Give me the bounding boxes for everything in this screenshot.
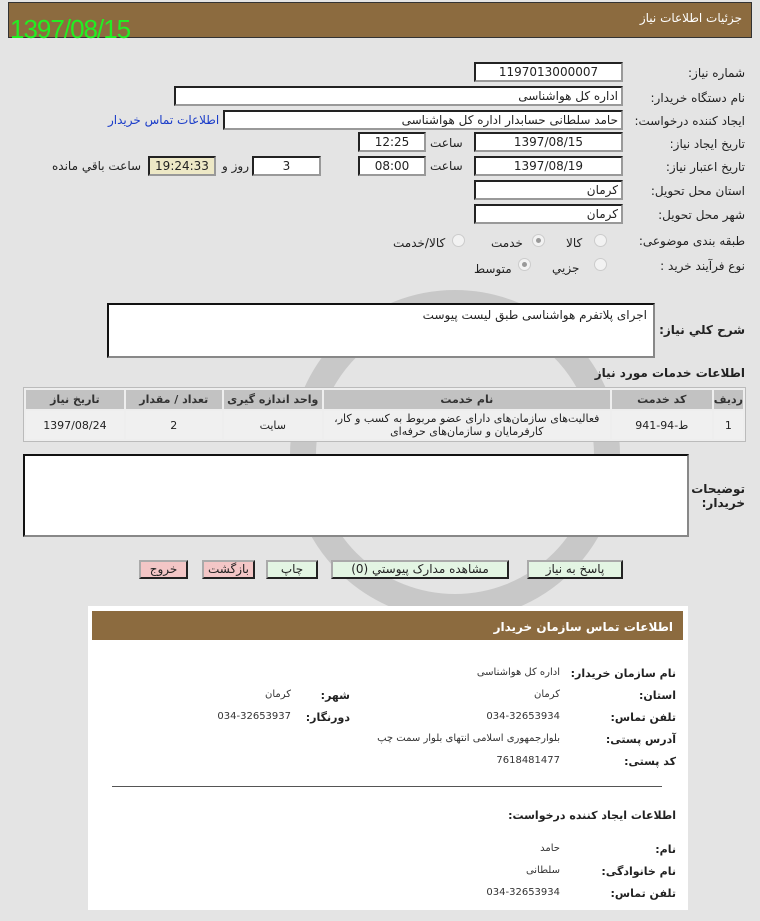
contact-fax-value: 034-32653937 <box>217 711 291 722</box>
contact-fax-label: دورنگار: <box>305 711 350 724</box>
cell-code: ط-94-941 <box>612 411 712 439</box>
contact-org-label: نام سازمان خریدار: <box>570 667 676 680</box>
col-unit: واحد اندازه گیری <box>224 390 322 409</box>
created-date-field[interactable]: 1397/08/15 <box>474 132 623 152</box>
reply-button[interactable]: پاسخ به نیاز <box>527 560 623 579</box>
process-option-medium: متوسط <box>474 262 512 276</box>
buyer-org-label: نام دستگاه خریدار: <box>650 91 745 105</box>
creator-label: ایجاد کننده درخواست: <box>634 114 745 128</box>
category-option-both: کالا/خدمت <box>393 236 446 250</box>
contact-divider <box>112 786 662 787</box>
buyer-contact-link[interactable]: اطلاعات تماس خریدار <box>108 113 220 127</box>
cell-unit: سایت <box>224 411 322 439</box>
category-radio-service[interactable] <box>532 234 545 247</box>
buyer-org-field[interactable]: اداره کل هواشناسی <box>174 86 623 106</box>
process-option-partial: جزیي <box>552 261 580 275</box>
creator-family-value: سلطانی <box>525 865 560 876</box>
date-stamp: 1397/08/15 <box>10 14 131 44</box>
province-label: استان محل تحویل: <box>650 184 745 198</box>
contact-postal-value: 7618481477 <box>496 755 560 766</box>
page-title: جزئیات اطلاعات نیاز <box>639 11 742 25</box>
remaining-label: ساعت باقي مانده <box>52 159 142 173</box>
exit-button[interactable]: خروج <box>139 560 188 579</box>
city-label: شهر محل تحویل: <box>658 208 745 222</box>
notes-label: توضیحات خریدار: <box>691 482 745 510</box>
description-textarea[interactable]: اجرای پلاتفرم هواشناسی طبق لیست پیوست <box>107 303 655 358</box>
col-date: تاریخ نیاز <box>26 390 124 409</box>
cell-date: 1397/08/24 <box>26 411 124 439</box>
contact-phone-value: 034-32653934 <box>486 711 560 722</box>
creator-name-label: نام: <box>655 843 676 856</box>
process-radio-partial[interactable] <box>594 258 607 271</box>
col-qty: تعداد / مقدار <box>126 390 222 409</box>
category-label: طبقه بندی موضوعی: <box>638 234 745 248</box>
contact-province-value: کرمان <box>533 689 560 700</box>
category-option-service: خدمت <box>491 236 523 250</box>
contact-province-label: استان: <box>639 689 676 702</box>
creator-family-label: نام خانوادگی: <box>601 865 676 878</box>
process-label: نوع فرآیند خرید : <box>660 259 745 273</box>
created-time-label: ساعت <box>430 136 463 150</box>
services-heading: اطلاعات خدمات مورد نیاز <box>594 366 745 380</box>
table-row <box>26 411 743 439</box>
remaining-time-field: 19:24:33 <box>148 156 216 176</box>
validity-time-label: ساعت <box>430 159 463 173</box>
creator-phone-value: 034-32653934 <box>486 887 560 898</box>
buyer-contact-panel <box>88 606 688 910</box>
contact-city-label: شهر: <box>320 689 350 702</box>
back-button[interactable]: بازگشت <box>202 560 255 579</box>
validity-time-field[interactable]: 08:00 <box>358 156 426 176</box>
cell-name: فعالیت‌های سازمان‌های دارای عضو مربوط به کسب و کار، کارفرمایان و سازمان‌های حرفه‌ای <box>324 411 610 439</box>
view-attachments-button[interactable]: مشاهده مدارک پیوستي (0) <box>331 560 509 579</box>
creator-info-heading: اطلاعات ایجاد کننده درخواست: <box>508 809 676 822</box>
days-label: روز و <box>222 159 249 173</box>
contact-org-value: اداره کل هواشناسی <box>476 667 560 678</box>
process-radio-medium[interactable] <box>518 258 531 271</box>
days-remaining-field[interactable]: 3 <box>252 156 321 176</box>
cell-qty: 2 <box>126 411 222 439</box>
validity-date-field[interactable]: 1397/08/19 <box>474 156 623 176</box>
contact-phone-label: تلفن تماس: <box>610 711 676 724</box>
contact-city-value: کرمان <box>264 689 291 700</box>
notes-textarea[interactable] <box>23 454 689 537</box>
creator-phone-label: تلفن تماس: <box>610 887 676 900</box>
col-row: ردیف <box>714 390 743 409</box>
created-date-label: تاریخ ایجاد نیاز: <box>669 137 745 151</box>
print-button[interactable]: چاپ <box>266 560 318 579</box>
contact-panel-title: اطلاعات تماس سازمان خریدار <box>92 611 683 640</box>
description-label: شرح کلي نياز: <box>659 323 745 337</box>
province-field[interactable]: کرمان <box>474 180 623 200</box>
validity-date-label: تاریخ اعتبار نیاز: <box>665 160 745 174</box>
category-radio-goods[interactable] <box>594 234 607 247</box>
contact-address-value: بلوارجمهوری اسلامی انتهای بلوار سمت چپ <box>377 733 560 744</box>
services-table <box>23 387 746 442</box>
created-time-field[interactable]: 12:25 <box>358 132 426 152</box>
category-option-goods: کالا <box>566 236 583 250</box>
need-number-label: شماره نیاز: <box>688 66 745 80</box>
creator-name-value: حامد <box>540 843 560 854</box>
creator-field[interactable]: حامد سلطانی حسابدار اداره کل هواشناسی <box>223 110 623 130</box>
col-name: نام خدمت <box>324 390 610 409</box>
need-number-field[interactable]: 1197013000007 <box>474 62 623 82</box>
contact-address-label: آدرس پستی: <box>605 733 676 746</box>
city-field[interactable]: کرمان <box>474 204 623 224</box>
category-radio-both[interactable] <box>452 234 465 247</box>
contact-postal-label: کد پستی: <box>624 755 676 768</box>
cell-row: 1 <box>714 411 743 439</box>
col-code: کد خدمت <box>612 390 712 409</box>
